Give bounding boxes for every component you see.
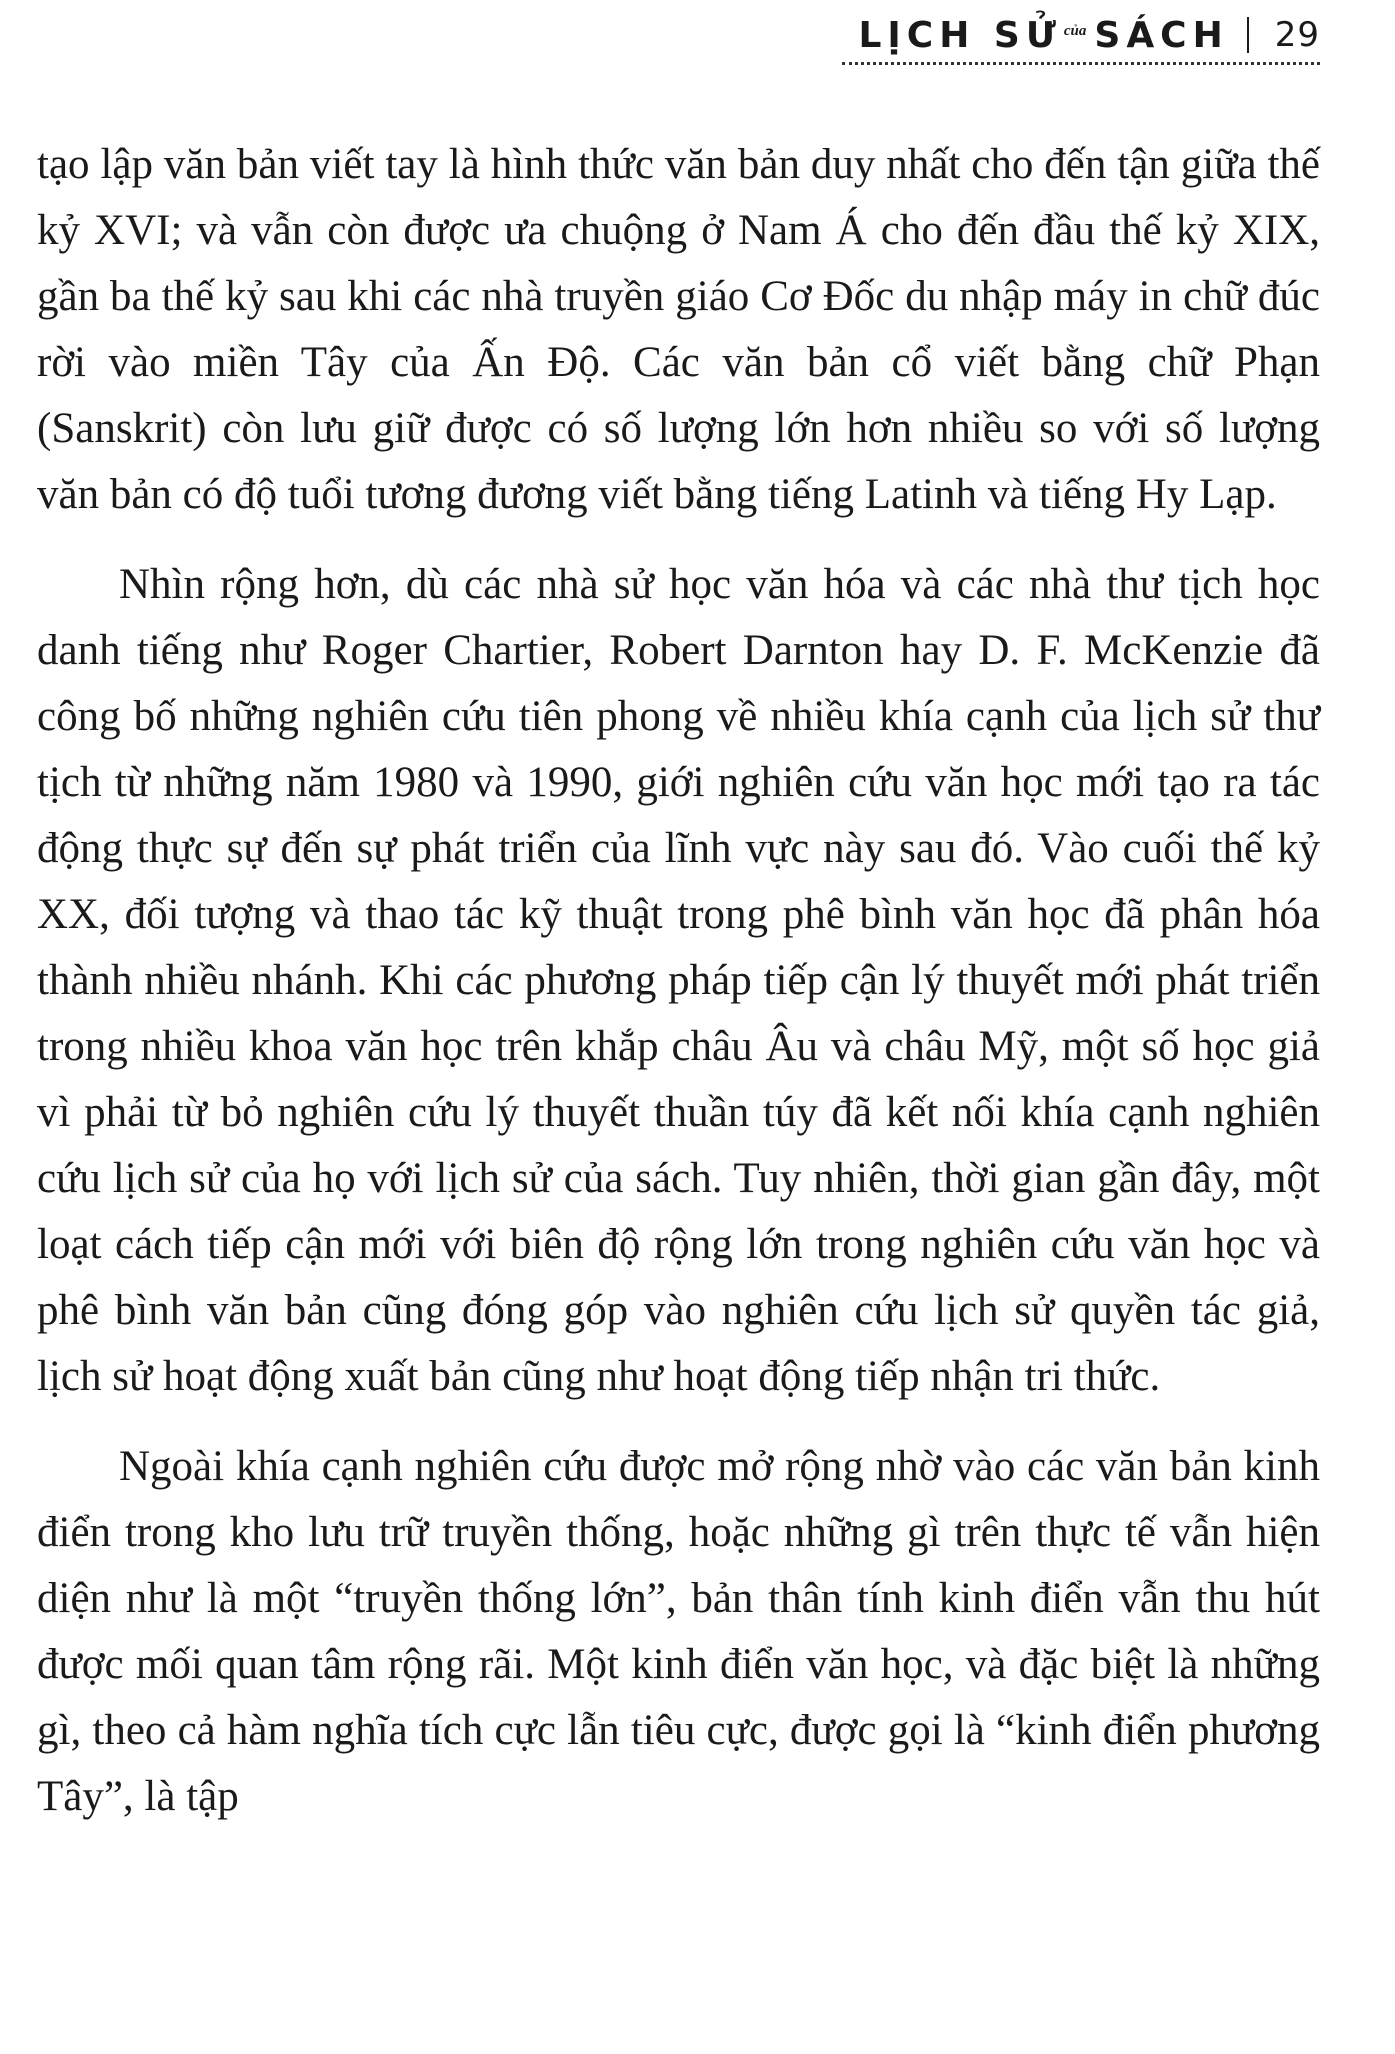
paragraph-continued: tạo lập văn bản viết tay là hình thức văn bản duy nhất cho đến tận giữa thế kỷ XVI; và vẫn còn được ưa chuộng ở Nam Á cho đến đầu thế kỷ XIX, gần ba thế kỷ sau khi các nhà truyền giáo Cơ Đốc du nhập máy in chữ đúc rời vào miền Tây của Ấn Độ. Các văn bản cổ viết bằng chữ Phạn (Sanskrit) còn lưu giữ được có số lượng lớn hơn nhiều so với số lượng văn bản có độ tuổi tương đương viết bằng tiếng Latinh và tiếng Hy Lạp.: [37, 141, 1320, 518]
book-title-part1: LỊCH SỬ: [858, 14, 1062, 56]
book-title-part2: SÁCH: [1094, 14, 1229, 56]
header-dotted-rule: [842, 62, 1320, 65]
page-number: 29: [1274, 15, 1320, 55]
running-header: [830, 10, 1320, 60]
book-title-connector: của: [1063, 22, 1087, 39]
paragraph: Ngoài khía cạnh nghiên cứu được mở rộng nhờ vào các văn bản kinh điển trong kho lưu trữ truyền thống, hoặc những gì trên thực tế vẫn hiện diện như là một “truyền thống lớn”, bản thân tính kinh điển vẫn thu hút được mối quan tâm rộng rãi. Một kinh điển văn học, và đặc biệt là những gì, theo cả hàm nghĩa tích cực lẫn tiêu cực, được gọi là “kinh điển phương Tây”, là tập: [37, 1443, 1320, 1820]
paragraph: Nhìn rộng hơn, dù các nhà sử học văn hóa và các nhà thư tịch học danh tiếng như Roger Chartier, Robert Darnton hay D. F. McKenzie đã công bố những nghiên cứu tiên phong về nhiều khía cạnh của lịch sử thư tịch từ những năm 1980 và 1990, giới nghiên cứu văn học mới tạo ra tác động thực sự đến sự phát triển của lĩnh vực này sau đó. Vào cuối thế kỷ XX, đối tượng và thao tác kỹ thuật trong phê bình văn học đã phân hóa thành nhiều nhánh. Khi các phương pháp tiếp cận lý thuyết mới phát triển trong nhiều khoa văn học trên khắp châu Âu và châu Mỹ, một số học giả vì phải từ bỏ nghiên cứu lý thuyết thuần túy đã kết nối khía cạnh nghiên cứu lịch sử của họ với lịch sử của sách. Tuy nhiên, thời gian gần đây, một loạt cách tiếp cận mới với biên độ rộng lớn trong nghiên cứu văn học và phê bình văn bản cũng đóng góp vào nghiên cứu lịch sử quyền tác giả, lịch sử hoạt động xuất bản cũng như hoạt động tiếp nhận tri thức.: [37, 561, 1320, 1400]
header-separator: [1247, 17, 1249, 53]
body-text: [37, 132, 1320, 1854]
